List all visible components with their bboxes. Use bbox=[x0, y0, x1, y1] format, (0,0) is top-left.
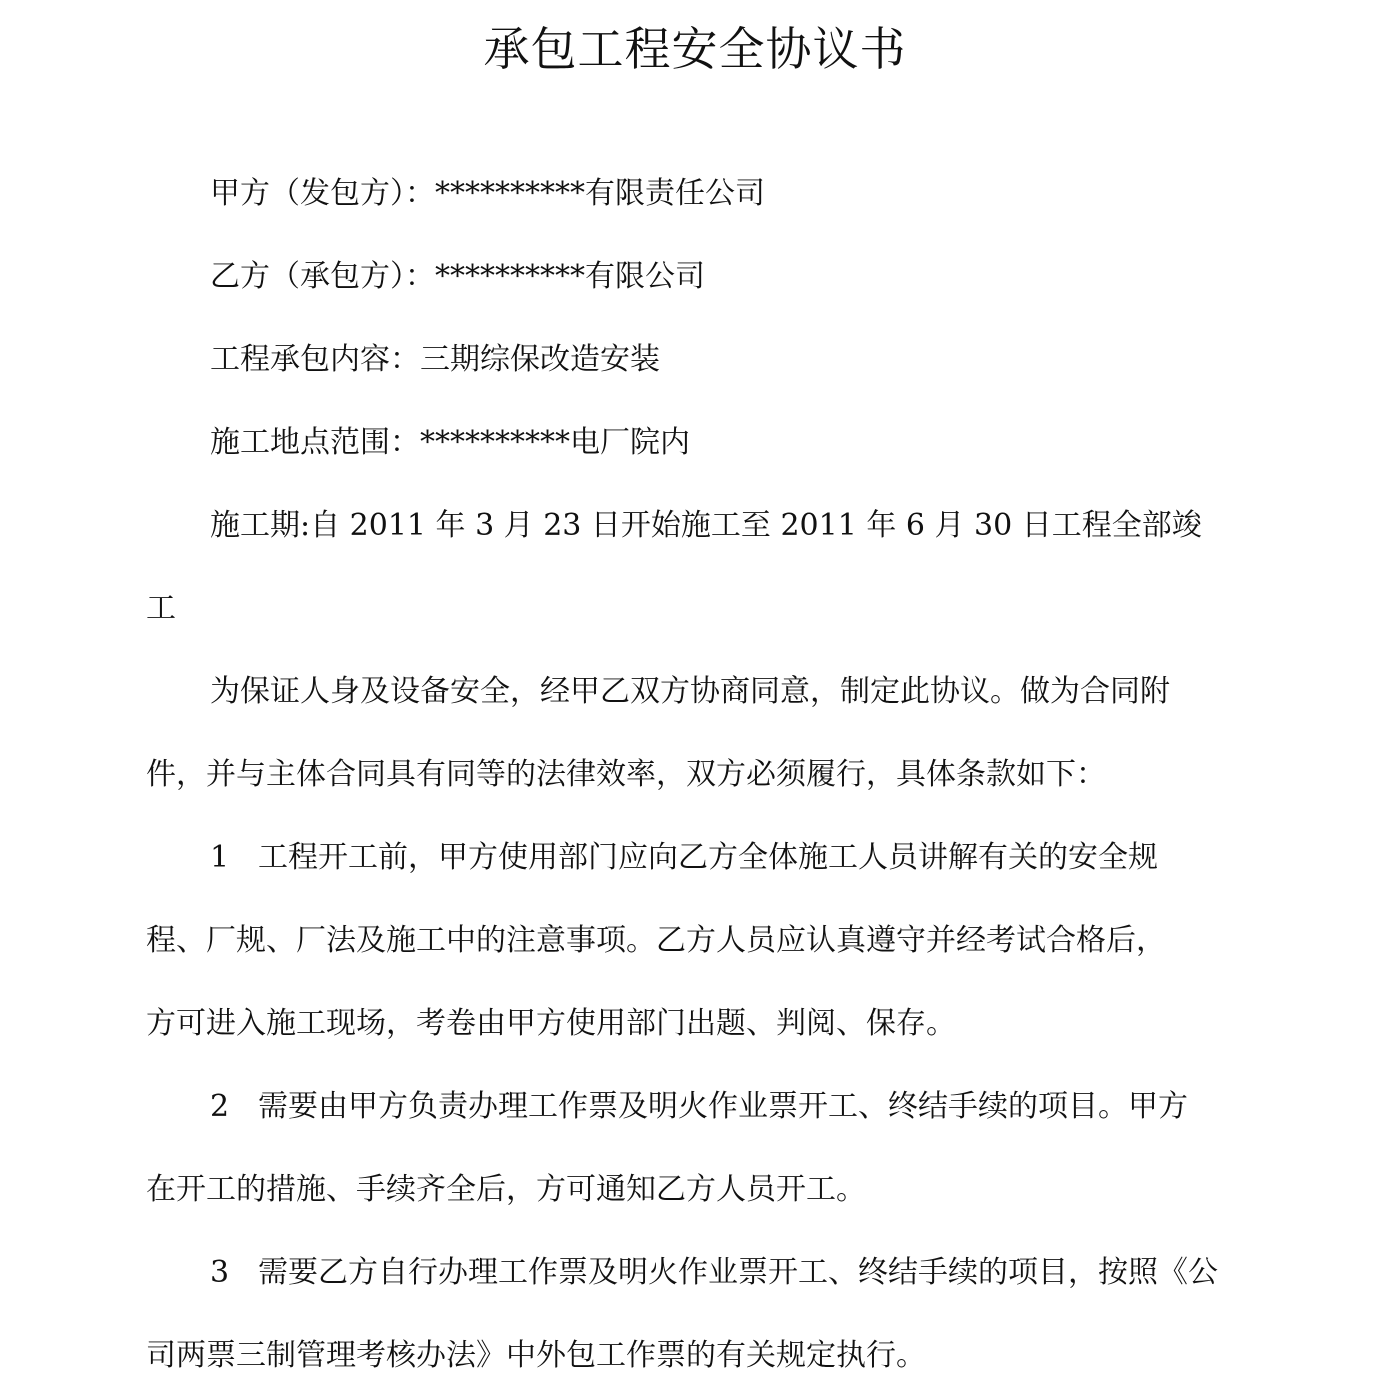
clause-2-text: 需要由甲方负责办理工作票及明火作业票开工、终结手续的项目。甲方 bbox=[258, 1089, 1188, 1124]
contract-content-line: 工程承包内容：三期综保改造安装 bbox=[210, 342, 660, 377]
clause-3-line-1 bbox=[146, 1231, 1246, 1314]
clause-1-line-3: 方可进入施工现场，考卷由甲方使用部门出题、判阅、保存。 bbox=[146, 1006, 956, 1041]
clause-1-line-2: 程、厂规、厂法及施工中的注意事项。乙方人员应认真遵守并经考试合格后， bbox=[146, 923, 1166, 958]
party-a-line: 甲方（发包方）：**********有限责任公司 bbox=[210, 176, 765, 211]
clause-2-line-2: 在开工的措施、手续齐全后，方可通知乙方人员开工。 bbox=[146, 1172, 866, 1207]
construction-period-continuation: 工 bbox=[146, 591, 176, 626]
clause-number: 3 bbox=[210, 1255, 230, 1290]
preamble-line-1: 为保证人身及设备安全，经甲乙双方协商同意，制定此协议。做为合同附 bbox=[210, 674, 1170, 709]
clause-number: 2 bbox=[210, 1089, 230, 1124]
document-body bbox=[146, 152, 1246, 1397]
party-b-line: 乙方（承包方）：**********有限公司 bbox=[210, 259, 705, 294]
preamble-line-2: 件，并与主体合同具有同等的法律效率，双方必须履行，具体条款如下： bbox=[146, 757, 1106, 792]
clause-1-line-1 bbox=[146, 816, 1246, 899]
clause-3-text: 需要乙方自行办理工作票及明火作业票开工、终结手续的项目，按照《公 bbox=[258, 1255, 1218, 1290]
clause-2-line-1 bbox=[146, 1065, 1246, 1148]
clause-number: 1 bbox=[210, 840, 230, 875]
construction-period-line: 施工期:自 2011 年 3 月 23 日开始施工至 2011 年 6 月 30 日工程全部竣 bbox=[210, 508, 1202, 543]
clause-3-line-2: 司两票三制管理考核办法》中外包工作票的有关规定执行。 bbox=[146, 1338, 926, 1373]
document-title: 承包工程安全协议书 bbox=[483, 22, 907, 76]
construction-site-line: 施工地点范围：**********电厂院内 bbox=[210, 425, 690, 460]
clause-1-text: 工程开工前，甲方使用部门应向乙方全体施工人员讲解有关的安全规 bbox=[258, 840, 1158, 875]
